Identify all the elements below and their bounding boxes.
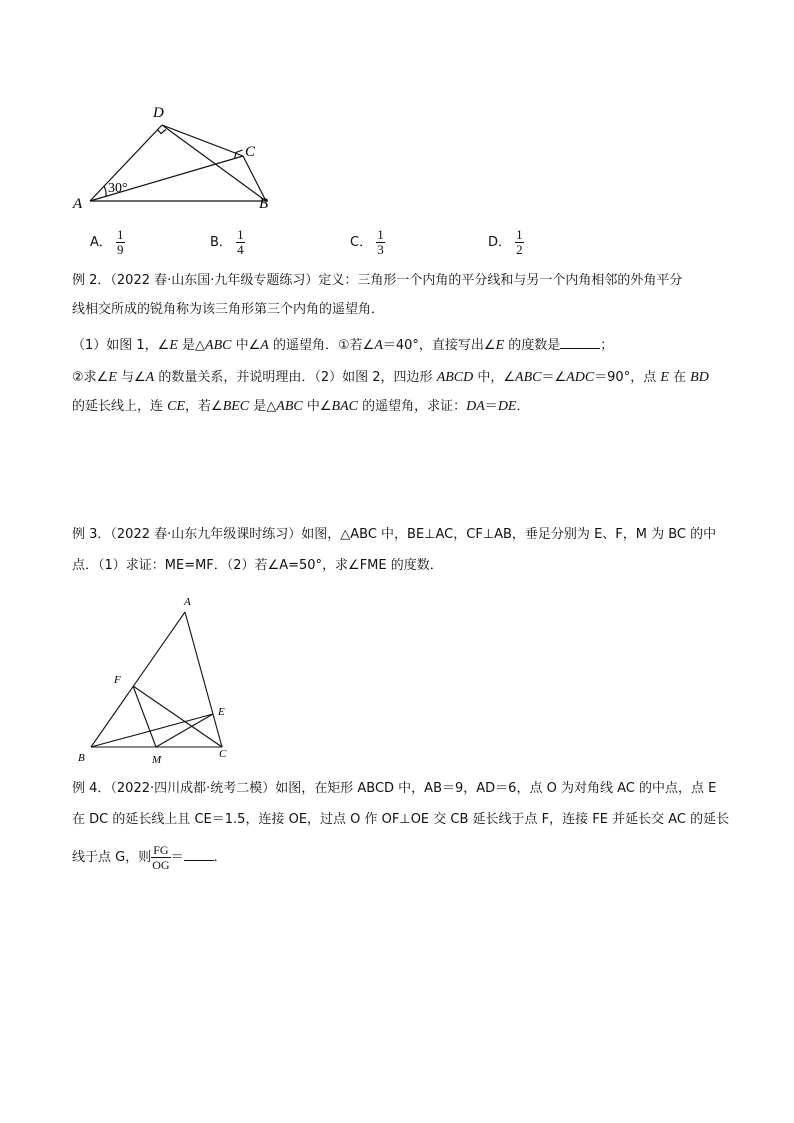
example-2-line-2: 线相交所成的锐角称为该三角形第三个内角的遥望角． [72,302,385,317]
option-a-letter: A． [90,235,112,250]
example-2-line-1: 例 2．（2022 春·山东国·九年级专题练习）定义：三角形一个内角的平分线和与另一个内角相邻的外角平分 [72,273,683,288]
example-3-line-2: 点．（1）求证：ME=MF．（2）若∠A=50°，求∠FME 的度数． [72,558,443,573]
option-c-fraction: $\frac{1}{3}$ [377,227,384,257]
vertex-label-b: B [259,196,269,212]
vertex-label-c: C [245,144,256,160]
vertex-label-b2: B [78,752,85,764]
option-a[interactable] [90,228,125,257]
example-2-line-4: ②求∠E 与∠A 的数量关系，并说明理由．（2）如图 2，四边形 ABCD 中，∠ABC＝∠ADC＝90°，点 E 在 BD [72,370,709,385]
example-4-line-3: 线于点 G，则 $\frac{FG}{OG}$ ＝ ． [72,843,227,872]
figure-triangle-abcd [60,98,290,216]
answer-blank[interactable] [560,336,600,349]
vertex-label-f: F [114,674,121,686]
option-c[interactable] [350,228,385,257]
option-c-letter: C． [350,235,373,250]
example-2-line-5: 的延长线上，连 CE，若∠BEC 是△ABC 中∠BAC 的遥望角，求证：DA＝DE． [72,399,530,414]
vertex-label-m: M [152,754,162,766]
example-4-line-1: 例 4．（2022·四川成都·统考二模）如图，在矩形 ABCD 中，AB＝9，AD＝6，点 O 为对角线 AC 的中点，点 E [72,781,717,796]
option-b-fraction: $\frac{1}{4}$ [237,227,244,257]
option-b[interactable] [210,228,245,257]
example-3-line-1: 例 3．（2022 春·山东九年级课时练习）如图，△ABC 中，BE⊥AC，CF⊥AB，垂足分别为 E、F，M 为 BC 的中 [72,527,717,542]
option-b-letter: B． [210,235,232,250]
vertex-label-a2: A [184,596,191,608]
vertex-label-a: A [73,196,83,212]
option-d-fraction: $\frac{1}{2}$ [516,227,523,257]
vertex-label-d: D [153,105,164,121]
option-d[interactable] [488,228,524,257]
option-a-fraction: $\frac{1}{9}$ [117,227,124,257]
option-d-letter: D． [488,235,512,250]
vertex-label-c2: C [219,748,227,760]
figure-triangle-abc [72,590,242,770]
answer-blank-ex4[interactable] [184,848,214,861]
example-2-line-3: （1）如图 1，∠E 是△ABC 中∠A 的遥望角．①若∠A＝40°，直接写出∠E 的度数是 ； [72,338,614,353]
example-4-line-2: 在 DC 的延长线上且 CE＝1.5，连接 OE，过点 O 作 OF⊥OE 交 CB 延长线于点 F，连接 FE 并延长交 AC 的延长 [72,812,730,827]
vertex-label-e: E [218,706,225,718]
angle-label-30: 30° [108,181,128,196]
fraction-fg-og: $\frac{FG}{OG}$ [152,843,170,872]
